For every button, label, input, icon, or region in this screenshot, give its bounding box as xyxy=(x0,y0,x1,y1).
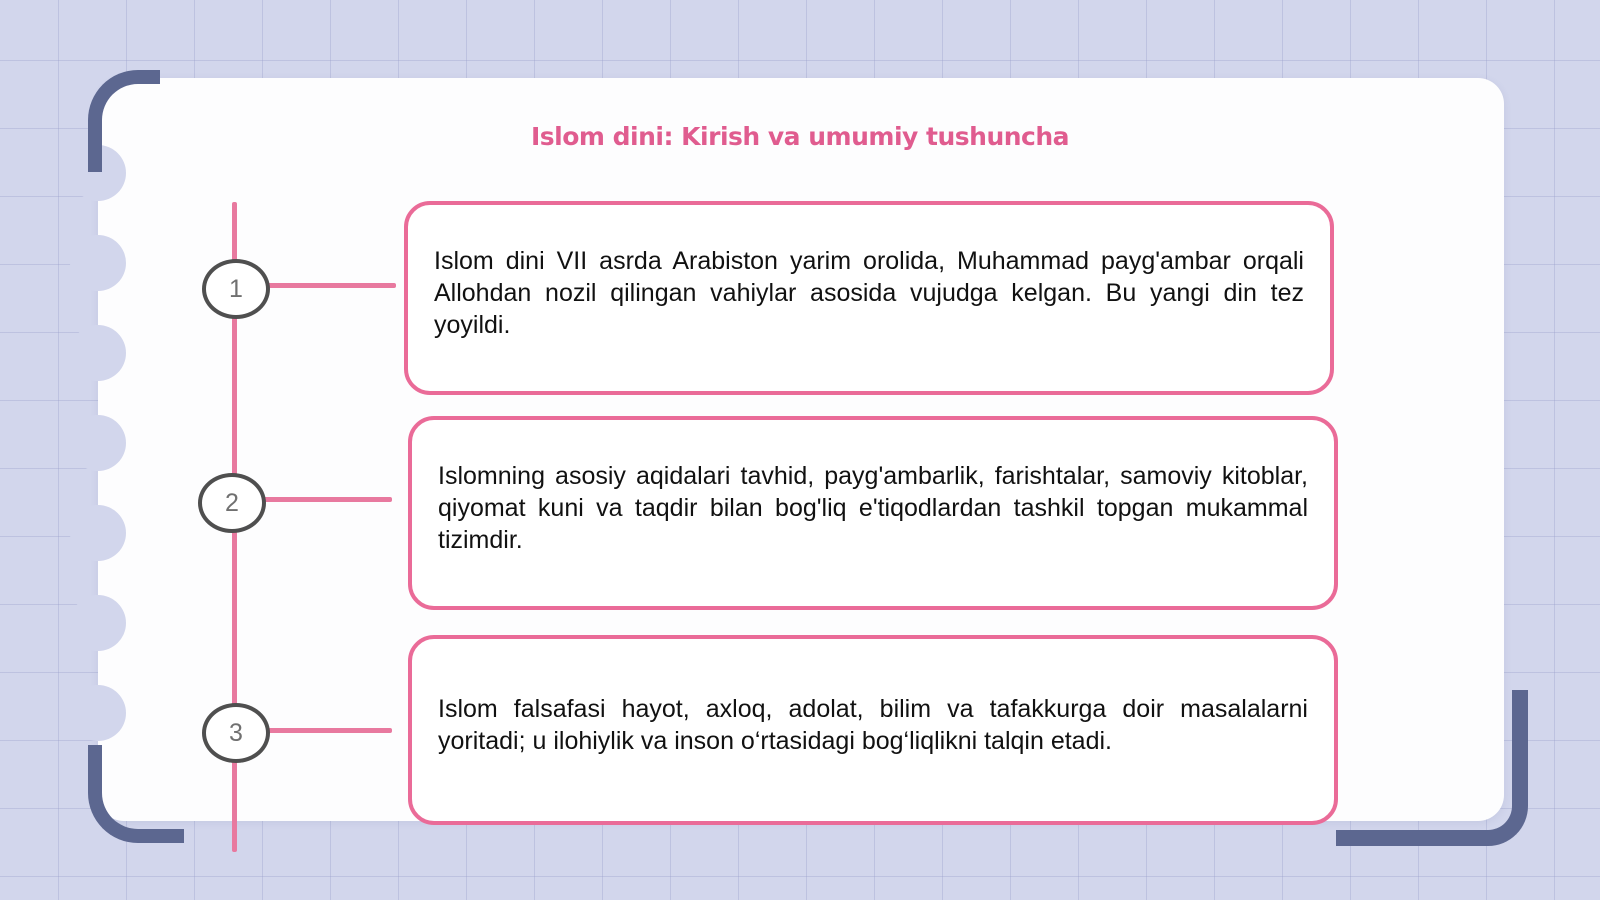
paper-notch xyxy=(70,415,126,471)
timeline-connector xyxy=(266,283,396,288)
paper-notch xyxy=(70,505,126,561)
timeline-node-3 xyxy=(202,703,270,763)
timeline-card-text: Islomning asosiy aqidalari tavhid, payg'ambarlik, farishtalar, samoviy kitoblar, qiyomat kuni va taqdir bilan bog'liq e'tiqodlardan tashkil topgan mukammal tizimdir. xyxy=(438,462,1308,554)
paper-notch xyxy=(70,595,126,651)
paper-notch xyxy=(70,685,126,741)
corner-bracket-top-left xyxy=(88,70,160,172)
timeline-connector xyxy=(262,497,392,502)
timeline-connector xyxy=(266,728,392,733)
corner-bracket-bottom-right xyxy=(1336,690,1528,846)
corner-bracket-bottom-left xyxy=(88,745,184,843)
timeline-card-3 xyxy=(408,635,1338,825)
timeline-node-1 xyxy=(202,259,270,319)
timeline-node-number: 1 xyxy=(229,274,243,303)
timeline-node-number: 2 xyxy=(225,488,239,517)
timeline-card-1 xyxy=(404,201,1334,395)
timeline-card-text: Islom falsafasi hayot, axloq, adolat, bilim va tafakkurga doir masalalarni yoritadi; u ilohiylik va inson o‘rtasidagi bog‘liqlikni talqin etadi. xyxy=(438,695,1308,755)
timeline-node-2 xyxy=(198,473,266,533)
paper-notch xyxy=(70,325,126,381)
timeline-card-text: Islom dini VII asrda Arabiston yarim orolida, Muhammad payg'ambar orqali Allohdan nozil qilingan vahiylar asosida vujudga kelgan. Bu yangi din tez yoyildi. xyxy=(434,247,1304,339)
slide-title: Islom dini: Kirish va umumiy tushuncha xyxy=(530,122,1070,151)
paper-notch xyxy=(70,235,126,291)
timeline-node-number: 3 xyxy=(229,718,243,747)
timeline-card-2 xyxy=(408,416,1338,610)
